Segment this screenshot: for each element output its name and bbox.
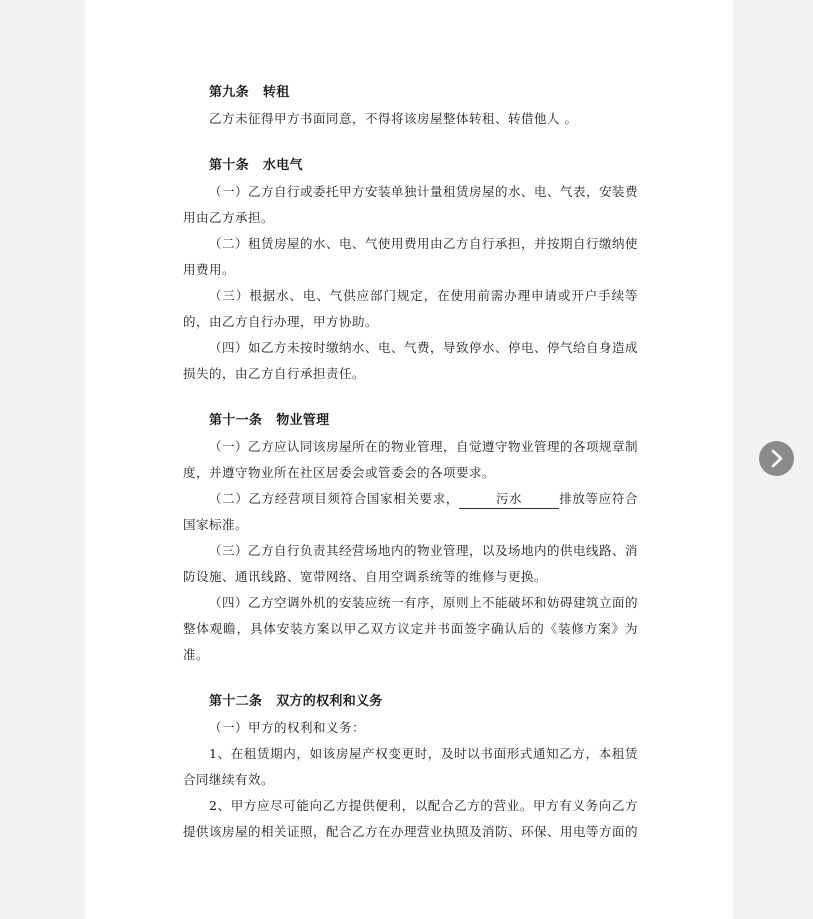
section-heading-12 (183, 689, 638, 715)
paragraph-text: （二）乙方经营项目须符合国家相关要求， (209, 491, 460, 506)
paragraph: （三）乙方自行负责其经营场地内的物业管理，以及场地内的供电线路、消防设施、通讯线路、宽带网络、自用空调系统等的维修与更换。 (183, 543, 639, 584)
document-page (85, 0, 733, 919)
section-number: 第十条 (209, 158, 249, 173)
paragraph: 1、在租赁期内，如该房屋产权变更时，及时以书面形式通知乙方，本租赁合同继续有效。 (183, 746, 638, 787)
chevron-right-icon (759, 441, 794, 476)
paragraph: （四）乙方空调外机的安装应统一有序，原则上不能破坏和妨碍建筑立面的整体观瞻，具体安装方案以甲乙双方议定并书面签字确认后的《装修方案》为准。 (183, 595, 639, 662)
section-title: 物业管理 (276, 413, 330, 428)
paragraph: 乙方未征得甲方书面同意，不得将该房屋整体转租、转借他人 。 (209, 111, 578, 126)
section-number: 第十一条 (209, 413, 263, 428)
paragraph: 2、甲方应尽可能向乙方提供便利，以配合乙方的营业。甲方有义务向乙方提供该房屋的相关证照，配合乙方在办理营业执照及消防、环保、用电等方面的 (183, 798, 639, 839)
paragraph: （一）乙方自行或委托甲方安装单独计量租赁房屋的水、电、气表，安装费用由乙方承担。 (183, 184, 639, 225)
paragraph: （一）乙方应认同该房屋所在的物业管理，自觉遵守物业管理的各项规章制度，并遵守物业所在社区居委会或管委会的各项要求。 (183, 439, 639, 480)
section-title: 水电气 (262, 158, 303, 173)
section-heading-11 (183, 408, 638, 434)
paragraph: （一）甲方的权利和义务： (209, 720, 366, 735)
section-title: 转租 (262, 85, 290, 100)
next-page-button[interactable] (759, 441, 794, 476)
section-number: 第十二条 (209, 694, 263, 709)
document-content (183, 80, 638, 845)
section-number: 第九条 (209, 85, 249, 100)
section-heading-9 (183, 80, 638, 106)
paragraph: （四）如乙方未按时缴纳水、电、气费，导致停水、停电、停气给自身造成损失的，由乙方自行承担责任。 (183, 340, 639, 381)
paragraph: （二）租赁房屋的水、电、气使用费用由乙方自行承担，并按期自行缴纳使用费用。 (183, 236, 639, 277)
section-title: 双方的权利和义务 (276, 694, 383, 709)
paragraph-with-blank (183, 486, 638, 538)
paragraph: （三）根据水、电、气供应部门规定，在使用前需办理申请或开户手续等的，由乙方自行办理，甲方协助。 (183, 288, 638, 329)
section-heading-10 (183, 153, 638, 179)
paragraph-text: 排放等应符合国家标准。 (183, 491, 638, 532)
filled-blank: 污水 (459, 490, 559, 509)
